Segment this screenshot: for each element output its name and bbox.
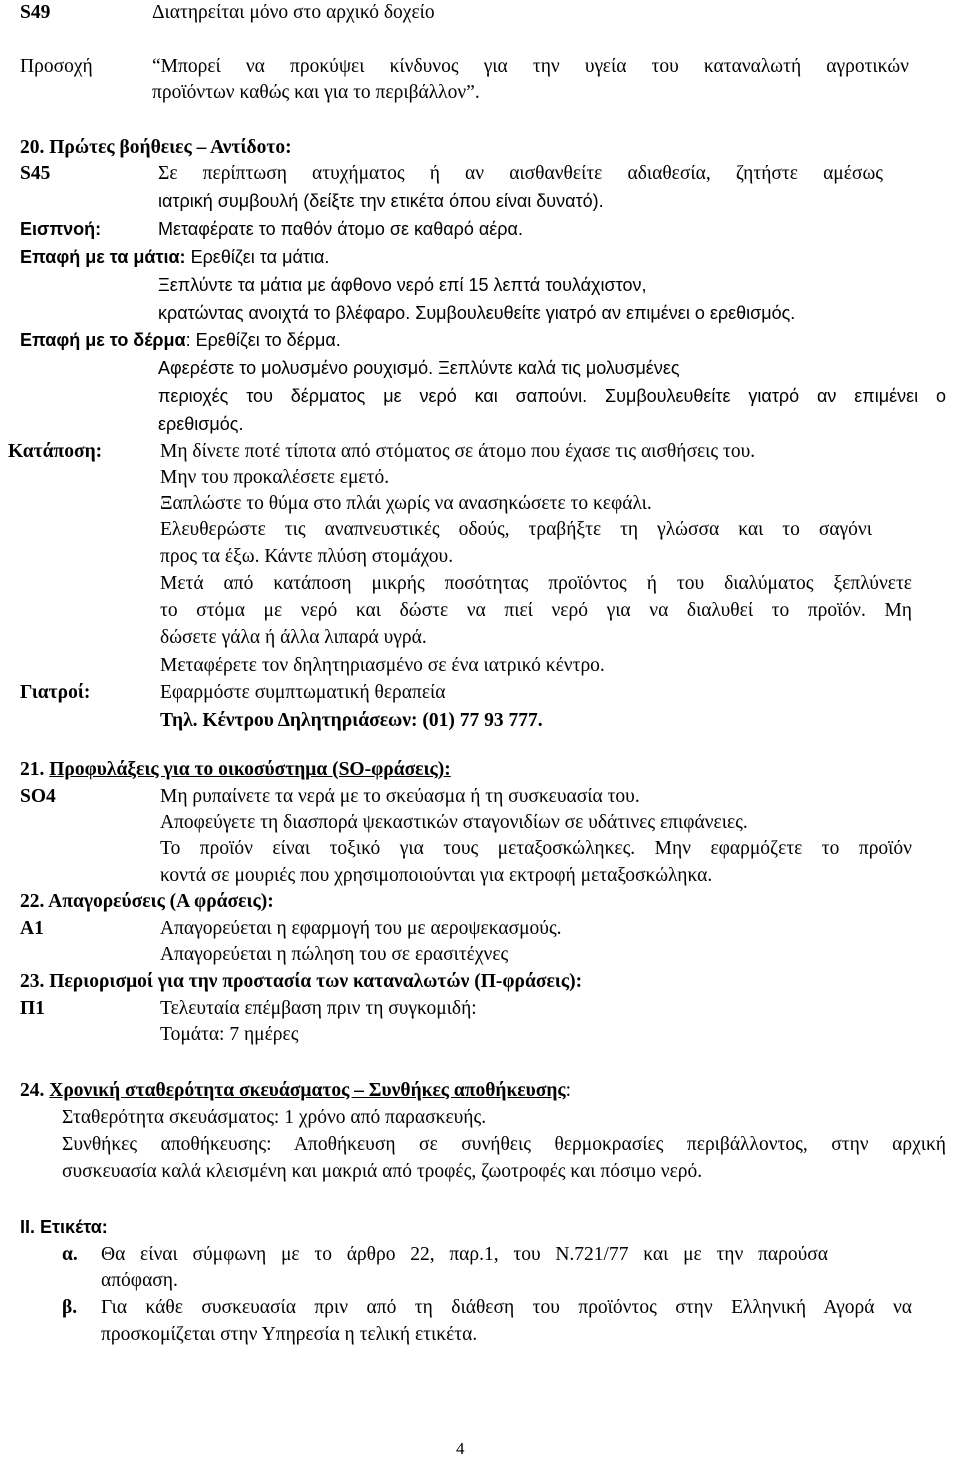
stability-text: Σταθερότητα σκευάσματος: 1 χρόνο από παρασκευής. — [62, 1107, 487, 1128]
ingestion-line: Μεταφέρετε τον δηλητηριασμένο σε ένα ιατρικό κέντρο. — [160, 655, 605, 676]
p1-code: Π1 — [20, 998, 45, 1019]
item-b-line-1: Για κάθε συσκευασία πριν από τη διάθεση του προϊόντος στην Ελληνική Αγορά να — [101, 1297, 912, 1318]
section-22-heading: 22. Απαγορεύσεις (Α φράσεις): — [20, 891, 274, 912]
so4-line: Μη ρυπαίνετε τα νερά με το σκεύασμα ή τη συσκευασία του. — [160, 786, 640, 807]
page-number: 4 — [456, 1439, 465, 1458]
so4-line: Το προϊόν είναι τοξικό για τους μεταξοσκώληκες. Μην εφαρμόζετε το προϊόν — [160, 838, 912, 859]
ingestion-line: Ελευθερώστε τις αναπνευστικές οδούς, τραβήξτε τη γλώσσα και το σαγόνι — [160, 519, 872, 540]
so4-line: Αποφεύγετε τη διασπορά ψεκαστικών σταγονιδίων σε υδάτινες επιφάνειες. — [160, 812, 748, 833]
skin-line-1: Αφερέστε το μολυσμένο ρουχισμό. Ξεπλύντε καλά τις μολυσμένες — [158, 358, 680, 378]
skin-heading — [20, 331, 341, 349]
skin-text: : Ερεθίζει το δέρμα. — [185, 330, 341, 350]
poison-center-phone: Τηλ. Κέντρου Δηλητηριάσεων: (01) 77 93 777. — [160, 710, 543, 731]
ingestion-line: Μην του προκαλέσετε εμετό. — [160, 467, 390, 488]
a1-code: Α1 — [20, 918, 44, 939]
s45-line-2: ιατρική συμβουλή (δείξτε την ετικέτα όπου είναι δυνατό). — [158, 191, 604, 211]
so4-line: κοντά σε μουριές που χρησιμοποιούνται για εκτροφή μεταξοσκώληκα. — [160, 865, 713, 886]
ingestion-label: Κατάποση: — [8, 441, 103, 462]
item-b-line-2: προσκομίζεται στην Υπηρεσία η τελική ετικέτα. — [101, 1324, 478, 1345]
item-b-label: β. — [62, 1297, 78, 1318]
section-24-colon: : — [565, 1080, 572, 1101]
so4-code: SO4 — [20, 786, 56, 807]
caution-line-2: προϊόντων καθώς και για το περιβάλλον”. — [152, 82, 480, 103]
eyes-line-2: κρατώντας ανοιχτά το βλέφαρο. Συμβουλευθείτε γιατρό αν επιμένει ο ερεθισμός. — [158, 303, 796, 323]
s45-code: S45 — [20, 163, 51, 184]
item-a-line-2: απόφαση. — [101, 1270, 178, 1291]
eyes-line-1: Ξεπλύντε τα μάτια με άφθονο νερό επί 15 λεπτά τουλάχιστον, — [158, 275, 647, 295]
inhalation-text: Μεταφέρατε το παθόν άτομο σε καθαρό αέρα. — [158, 219, 523, 239]
section-20-number: 20. — [20, 137, 45, 158]
section-21-title: Προφυλάξεις για το οικοσύστημα (SO-φράσεις): — [49, 759, 451, 780]
ingestion-line: το στόμα με νερό και δώστε να πιεί νερό για να διαλυθεί το προϊόν. Μη — [160, 600, 912, 621]
eyes-label: Επαφή με τα μάτια: — [20, 247, 186, 267]
storage-line-1: Συνθήκες αποθήκευσης: Αποθήκευση σε συνήθεις θερμοκρασίες περιβάλλοντος, στην αρχική — [62, 1134, 946, 1155]
ingestion-line: προς τα έξω. Κάντε πλύση στομάχου. — [160, 546, 454, 567]
section-23-heading — [20, 972, 582, 992]
item-a-line-1: Θα είναι σύμφωνη με το άρθρο 22, παρ.1, του Ν.721/77 και με την παρούσα — [101, 1244, 828, 1265]
p1-line: Τομάτα: 7 ημέρες — [160, 1024, 299, 1045]
skin-label: Επαφή με το δέρμα — [20, 330, 186, 350]
ingestion-line: Μη δίνετε ποτέ τίποτα από στόματος σε άτομο που έχασε τις αισθήσεις του. — [160, 441, 756, 462]
section-20-heading — [20, 138, 292, 158]
storage-line-2: συσκευασία καλά κλεισμένη και μακριά από τροφές, ζωοτροφές και πόσιμο νερό. — [62, 1161, 703, 1182]
ingestion-line: Μετά από κατάποση μικρής ποσότητας προϊόντος ή του διαλύματος ξεπλύνετε — [160, 573, 912, 594]
s45-line-1: Σε περίπτωση ατυχήματος ή αν αισθανθείτε αδιαθεσία, ζητήστε αμέσως — [158, 163, 883, 184]
ingestion-line: Ξαπλώστε το θύμα στο πλάι χωρίς να ανασηκώσετε το κεφάλι. — [160, 493, 652, 514]
section-24-number: 24. — [20, 1080, 45, 1101]
ingestion-line: δώσετε γάλα ή άλλα λιπαρά υγρά. — [160, 627, 427, 648]
section-23-title: Περιορισμοί για την προστασία των καταναλωτών (Π-φράσεις): — [49, 971, 583, 992]
skin-line-2: περιοχές του δέρματος με νερό και σαπούνι. Συμβουλευθείτε γιατρό αν επιμένει ο — [158, 386, 946, 406]
section-21-heading — [20, 760, 451, 780]
p1-line: Τελευταία επέμβαση πριν τη συγκομιδή: — [160, 998, 477, 1019]
eyes-text: Ερεθίζει τα μάτια. — [185, 247, 330, 267]
inhalation-label: Εισπνοή: — [20, 219, 102, 239]
caution-label: Προσοχή — [20, 56, 93, 77]
section-21-number: 21. — [20, 759, 45, 780]
item-a-label: α. — [62, 1244, 78, 1265]
section-24-heading — [20, 1081, 571, 1101]
doctors-text: Εφαρμόστε συμπτωματική θεραπεία — [160, 682, 446, 703]
a1-line: Απαγορεύεται η πώληση του σε ερασιτέχνες — [160, 944, 509, 965]
s49-code: S49 — [20, 2, 51, 23]
eyes-heading — [20, 248, 329, 266]
doctors-label: Γιατροί: — [20, 682, 91, 703]
a1-line: Απαγορεύεται η εφαρμογή του με αεροψεκασμούς. — [160, 918, 562, 939]
section-24-title: Χρονική σταθερότητα σκευάσματος – Συνθήκες αποθήκευσης — [49, 1080, 566, 1101]
section-II-heading: ΙΙ. Ετικέτα: — [20, 1217, 108, 1237]
caution-line-1: “Μπορεί να προκύψει κίνδυνος για την υγεία του καταναλωτή αγροτικών — [152, 56, 909, 77]
skin-line-3: ερεθισμός. — [158, 414, 244, 434]
s49-text: Διατηρείται μόνο στο αρχικό δοχείο — [152, 2, 435, 23]
section-20-title: Πρώτες βοήθειες – Αντίδοτο: — [49, 137, 292, 158]
section-23-number: 23. — [20, 971, 45, 992]
